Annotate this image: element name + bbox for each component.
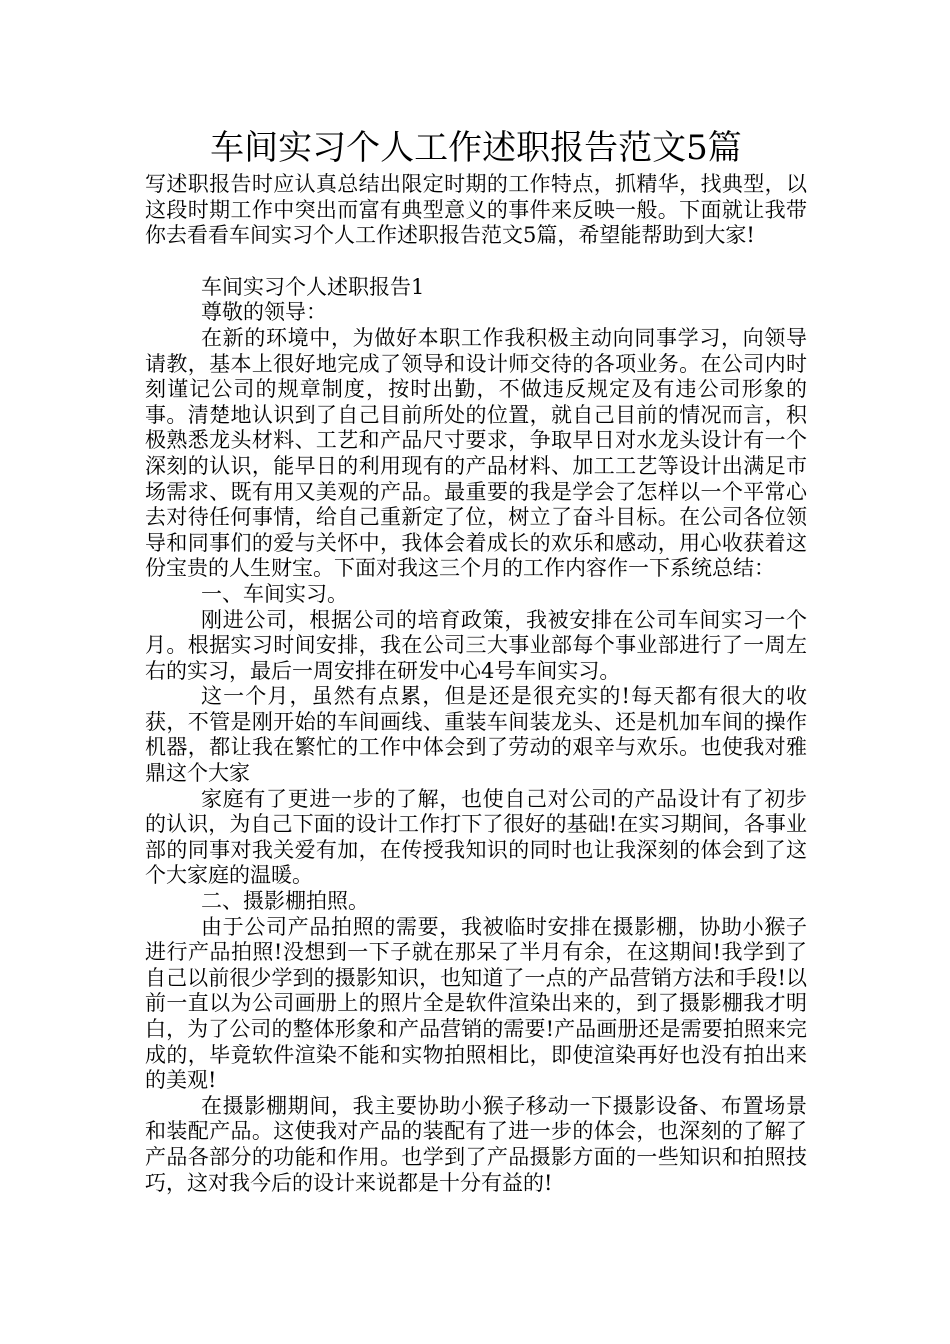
spacer: [145, 249, 807, 275]
subheading-workshop: 一、车间实习。: [201, 581, 348, 606]
body-paragraph: 在摄影棚期间，我主要协助小猴子移动一下摄影设备、布置场景和装配产品。这使我对产品的装配有了进一步的体会，也深刻的了解了产品各部分的功能和作用。也学到了产品摄影方面的一些知识和拍照技巧，这对我今后的设计来说都是十分有益的!: [145, 1093, 807, 1195]
body-paragraph: 在新的环境中，为做好本职工作我积极主动向同事学习，向领导请教，基本上很好地完成了领导和设计师交待的各项业务。在公司内时刻谨记公司的规章制度，按时出勤，不做违反规定及有违公司形象的事。清楚地认识到了自己目前所处的位置，就自己目前的情况而言，积极熟悉龙头材料、工艺和产品尺寸要求，争取早日对水龙头设计有一个深刻的认识，能早日的利用现有的产品材料、加工工艺等设计出满足市场需求、既有用又美观的产品。最重要的我是学会了怎样以一个平常心去对待任何事情，给自己重新定了位，树立了奋斗目标。在公司各位领导和同事们的爱与关怀中，我体会着成长的欢乐和感动，用心收获着这份宝贵的人生财宝。下面对我这三个月的工作内容作一下系统总结：: [145, 325, 807, 581]
body-paragraph: 由于公司产品拍照的需要，我被临时安排在摄影棚，协助小猴子进行产品拍照!没想到一下子就在那呆了半月有余，在这期间!我学到了自己以前很少学到的摄影知识，也知道了一点的产品营销方法和手段!以前一直以为公司画册上的照片全是软件渲染出来的，到了摄影棚我才明白，为了公司的整体形象和产品营销的需要!产品画册还是需要拍照来完成的，毕竟软件渲染不能和实物拍照相比，即使渲染再好也没有拍出来的美观!: [145, 914, 807, 1093]
body-paragraph: 刚进公司，根据公司的培育政策，我被安排在公司车间实习一个月。根据实习时间安排，我在公司三大事业部每个事业部进行了一周左右的实习，最后一周安排在研发中心4号车间实习。: [145, 607, 807, 683]
subheading-studio: 二、摄影棚拍照。: [201, 889, 369, 914]
body-paragraph: 这一个月，虽然有点累，但是还是很充实的!每天都有很大的收获，不管是刚开始的车间画线、重装车间装龙头、还是机加车间的操作机器，都让我在繁忙的工作中体会到了劳动的艰辛与欢乐。也使我对雅鼎这个大家: [145, 684, 807, 786]
section-heading: 车间实习个人述职报告1: [201, 274, 425, 299]
body-paragraph: 家庭有了更进一步的了解，也使自己对公司的产品设计有了初步的认识，为自己下面的设计工作打下了很好的基础!在实习期间，各事业部的同事对我关爱有加，在传授我知识的同时也让我深刻的体会到了这个大家庭的温暖。: [145, 786, 807, 888]
document-page: [145, 124, 807, 1196]
intro-paragraph: 写述职报告时应认真总结出限定时期的工作特点，抓精华，找典型，以这段时期工作中突出而富有典型意义的事件来反映一般。下面就让我带你去看看车间实习个人工作述职报告范文5篇，希望能帮助到大家!: [145, 172, 807, 248]
document-title: 车间实习个人工作述职报告范文5篇: [210, 128, 742, 168]
salutation: 尊敬的领导：: [201, 300, 327, 325]
